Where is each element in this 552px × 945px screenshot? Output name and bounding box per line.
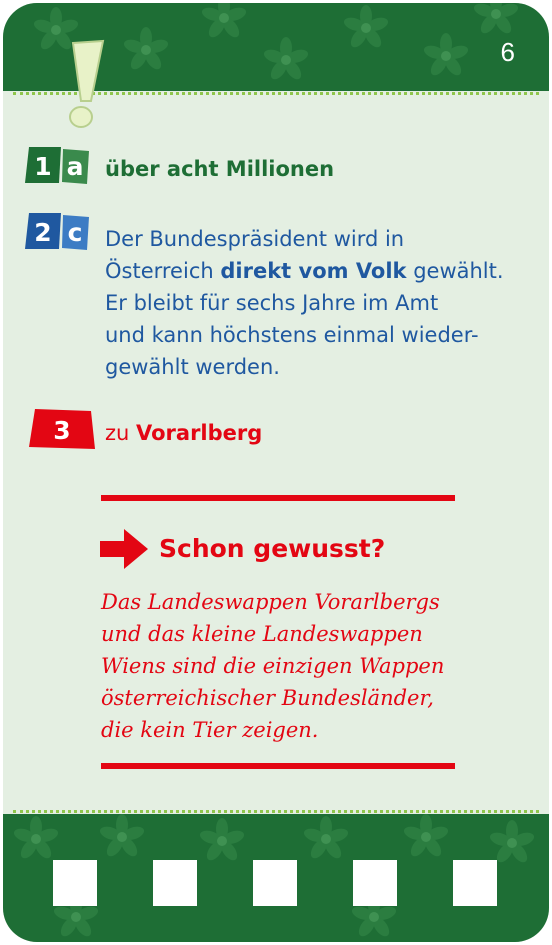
divider [101, 495, 455, 501]
emphasis-text: direkt vom Volk [220, 259, 407, 283]
edelweiss-icon [13, 816, 59, 862]
answer-line [105, 255, 504, 287]
answer-checkbox[interactable] [53, 860, 97, 906]
fact-line: österreichischer Bundesländer, [101, 686, 434, 710]
fact-line: Das Landeswappen Vorarlbergs [101, 590, 440, 614]
answer-checkbox[interactable] [153, 860, 197, 906]
text-span: Österreich [105, 259, 221, 283]
badge-number: 1 [34, 152, 52, 181]
answer-2-badge [25, 213, 91, 251]
fact-body [101, 586, 481, 746]
answer-checkbox[interactable] [353, 860, 397, 906]
answer-2-text [105, 223, 504, 383]
edelweiss-icon [199, 818, 245, 864]
edelweiss-icon [201, 3, 247, 41]
answer-1-badge [25, 147, 91, 185]
text-span: zu [105, 421, 137, 445]
badge-number: 3 [53, 416, 71, 445]
edelweiss-icon [99, 814, 145, 860]
divider [101, 763, 455, 769]
page-number: 6 [500, 37, 515, 67]
answer-line: Er bleibt für sechs Jahre im Amt [105, 291, 439, 315]
answer-line: gewählt werden. [105, 355, 280, 379]
fact-line: Wiens sind die einzigen Wappen [101, 654, 445, 678]
answer-line: und kann höchstens einmal wieder- [105, 323, 479, 347]
emphasis-text: Vorarlberg [136, 421, 263, 445]
exclamation-icon [63, 39, 109, 131]
answer-3-badge [29, 409, 99, 451]
edelweiss-icon [263, 37, 309, 83]
answer-1-text: über acht Millionen [105, 157, 335, 181]
badge-number: 2 [34, 218, 52, 247]
answer-checkbox[interactable] [253, 860, 297, 906]
badge-letter: c [67, 218, 83, 247]
edelweiss-icon [473, 3, 519, 37]
edelweiss-icon [403, 814, 449, 860]
divider [13, 810, 539, 813]
fact-title: Schon gewusst? [159, 534, 386, 563]
fact-line: die kein Tier zeigen. [101, 718, 319, 742]
badge-letter: a [66, 152, 84, 181]
fact-line: und das kleine Landeswappen [101, 622, 423, 646]
edelweiss-icon [423, 33, 469, 79]
arrow-right-icon [100, 527, 150, 571]
answer-line: Der Bundespräsident wird in [105, 227, 405, 251]
text-span: gewählt. [406, 259, 504, 283]
edelweiss-icon [123, 27, 169, 73]
answer-checkbox[interactable] [453, 860, 497, 906]
answer-3-text [105, 417, 262, 449]
quiz-card [3, 3, 549, 942]
edelweiss-icon [343, 5, 389, 51]
edelweiss-icon [303, 816, 349, 862]
